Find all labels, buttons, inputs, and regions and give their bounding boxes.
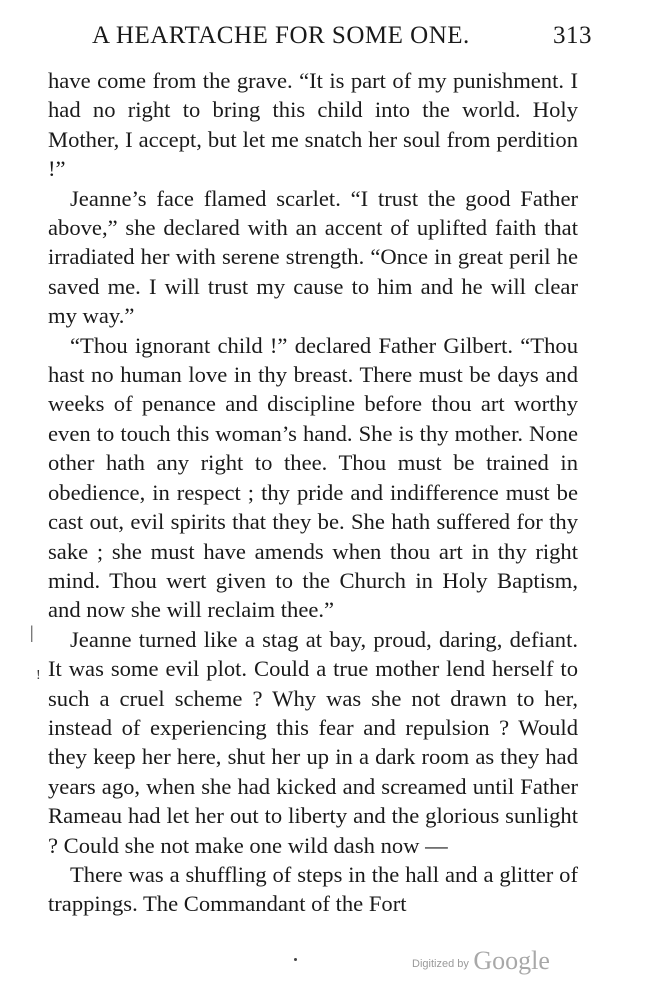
running-header <box>92 22 592 58</box>
watermark-brand: Google <box>473 946 550 975</box>
margin-pencil-mark: | <box>30 622 34 642</box>
page-number: 313 <box>553 22 592 49</box>
watermark-prefix: Digitized by <box>412 958 469 970</box>
running-title: A HEARTACHE FOR SOME ONE. <box>92 22 470 49</box>
print-speck <box>294 958 297 961</box>
digitization-watermark <box>412 946 550 976</box>
paragraph: Jeanne turned like a stag at bay, proud, daring, defiant. It was some evil plot. Could a true mother lend herself to such a cruel scheme ? Why was she not drawn to her, instead of experiencing this fear and repulsion ? Would they keep her here, shut her up in a dark room as they had years ago, when she had kicked and screamed until Father Rameau had let her out to liberty and the glorious sunlight ? Could she not make one wild dash now — <box>48 626 578 858</box>
paragraph: “Thou ignorant child !” declared Father Gilbert. “Thou hast no human love in thy breast. There must be days and weeks of penance and discipline before thou art worthy even to touch this woman’s hand. She is thy mother. None other hath any right to thee. Thou must be trained in obedience, in respect ; thy pride and indifference must be cast out, evil spirits that they be. She hath suffered for thy sake ; she must have amends when thou art in thy right mind. Thou wert given to the Church in Holy Baptism, and now she will reclaim thee.” <box>48 332 578 623</box>
body-text <box>48 66 578 919</box>
margin-pencil-mark: ! <box>36 668 41 683</box>
paragraph: There was a shuffling of steps in the hall and a glitter of trappings. The Commandant of the Fort <box>48 861 578 917</box>
paragraph: have come from the grave. “It is part of my punishment. I had no right to bring this child into the world. Holy Mother, I accept, but let me snatch her soul from perdition !” <box>48 68 578 182</box>
paragraph: Jeanne’s face flamed scarlet. “I trust the good Father above,” she declared with an accent of uplifted faith that irradiated her with serene strength. “Once in great peril he saved me. I will trust my cause to him and he will clear my way.” <box>48 185 578 329</box>
